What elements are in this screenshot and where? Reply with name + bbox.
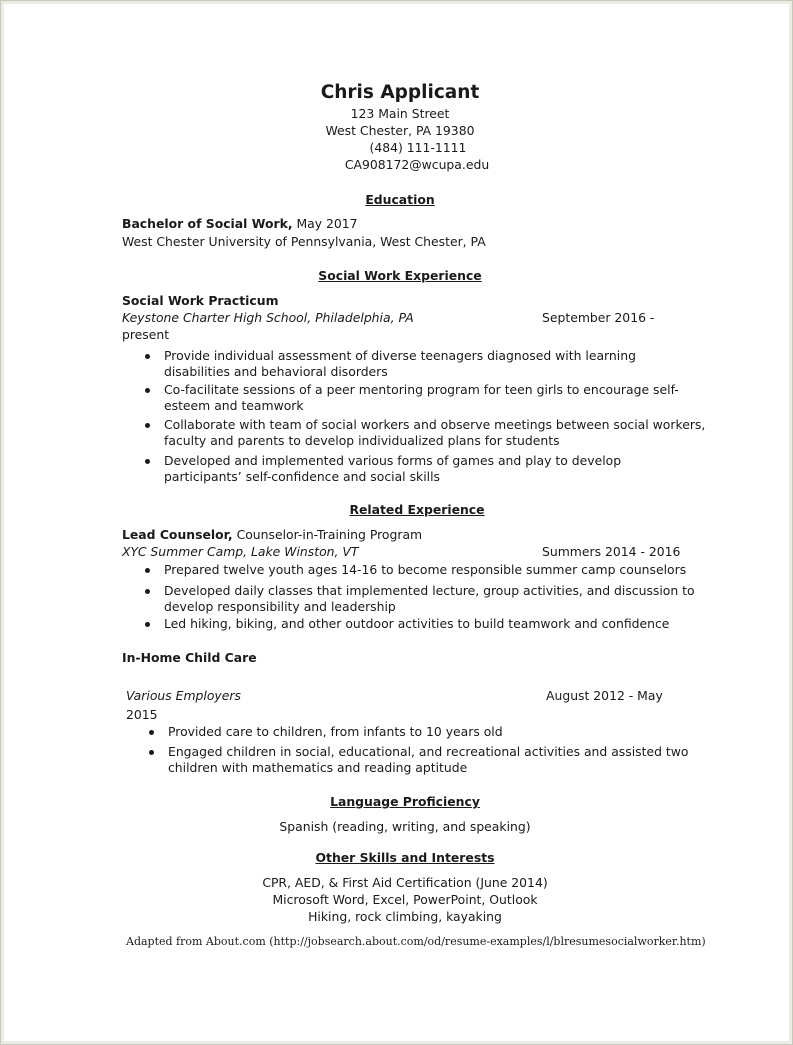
counselor-program: Counselor-in-Training Program bbox=[232, 527, 423, 542]
bullet-icon bbox=[145, 622, 150, 627]
skills-heading: Other Skills and Interests bbox=[315, 850, 495, 865]
skills-line: Hiking, rock climbing, kayaking bbox=[308, 909, 502, 924]
applicant-name: Chris Applicant bbox=[320, 82, 480, 103]
list-item: Developed daily classes that implemented lecture, group activities, and discussion to develop responsibility and leadership bbox=[164, 583, 695, 615]
bullet-icon bbox=[149, 750, 154, 755]
list-item: Developed and implemented various forms of games and play to develop participants’ self-confidence and social skills bbox=[164, 453, 621, 485]
practicum-dates-cont: present bbox=[122, 327, 170, 342]
list-item: Provided care to children, from infants to 10 years old bbox=[168, 724, 503, 740]
counselor-title-line bbox=[122, 527, 422, 543]
list-item: Co-facilitate sessions of a peer mentoring program for teen girls to encourage self- esteem and teamwork bbox=[164, 382, 679, 414]
skills-line: Microsoft Word, Excel, PowerPoint, Outlook bbox=[272, 892, 538, 907]
bullet-icon bbox=[145, 568, 150, 573]
practicum-org: Keystone Charter High School, Philadelphia, PA bbox=[122, 310, 414, 325]
bullet-icon bbox=[145, 459, 150, 464]
address-city: West Chester, PA 19380 bbox=[325, 123, 475, 138]
school-name: West Chester University of Pennsylvania, West Chester, PA bbox=[122, 234, 486, 249]
degree-name: Bachelor of Social Work, bbox=[122, 216, 293, 231]
bullet-icon bbox=[145, 423, 150, 428]
phone-number: (484) 111-1111 bbox=[369, 140, 467, 155]
childcare-title: In-Home Child Care bbox=[122, 650, 257, 665]
childcare-dates-cont: 2015 bbox=[126, 707, 158, 722]
source-attribution: Adapted from About.com (http://jobsearch.about.com/od/resume-examples/l/blresumesocialworker.htm) bbox=[126, 935, 706, 948]
email-address: CA908172@wcupa.edu bbox=[344, 157, 490, 172]
education-degree-line bbox=[122, 216, 358, 232]
language-heading: Language Proficiency bbox=[330, 794, 480, 809]
list-item: Provide individual assessment of diverse teenagers diagnosed with learning disabilities and behavioral disorders bbox=[164, 348, 636, 380]
social-work-heading: Social Work Experience bbox=[318, 268, 482, 283]
list-item: Engaged children in social, educational, and recreational activities and assisted two children with mathematics and reading aptitude bbox=[168, 744, 688, 776]
bullet-icon bbox=[145, 388, 150, 393]
list-item: Led hiking, biking, and other outdoor activities to build teamwork and confidence bbox=[164, 616, 669, 632]
address-street: 123 Main Street bbox=[350, 106, 450, 121]
childcare-org: Various Employers bbox=[126, 688, 241, 703]
bullet-icon bbox=[149, 730, 154, 735]
practicum-dates: September 2016 - bbox=[542, 310, 655, 325]
list-item: Prepared twelve youth ages 14-16 to become responsible summer camp counselors bbox=[164, 562, 686, 578]
related-experience-heading: Related Experience bbox=[349, 502, 485, 517]
education-heading: Education bbox=[365, 192, 435, 207]
list-item: Collaborate with team of social workers and observe meetings between social workers, faculty and parents to develop individualized plans for students bbox=[164, 417, 705, 449]
practicum-title: Social Work Practicum bbox=[122, 293, 279, 308]
counselor-title: Lead Counselor, bbox=[122, 527, 233, 542]
camp-dates: Summers 2014 - 2016 bbox=[542, 544, 681, 559]
bullet-icon bbox=[145, 589, 150, 594]
bullet-icon bbox=[145, 354, 150, 359]
camp-org: XYC Summer Camp, Lake Winston, VT bbox=[122, 544, 359, 559]
skills-line: CPR, AED, & First Aid Certification (June 2014) bbox=[262, 875, 548, 890]
childcare-dates: August 2012 - May bbox=[546, 688, 663, 703]
language-text: Spanish (reading, writing, and speaking) bbox=[279, 819, 531, 834]
degree-date: May 2017 bbox=[292, 216, 358, 231]
